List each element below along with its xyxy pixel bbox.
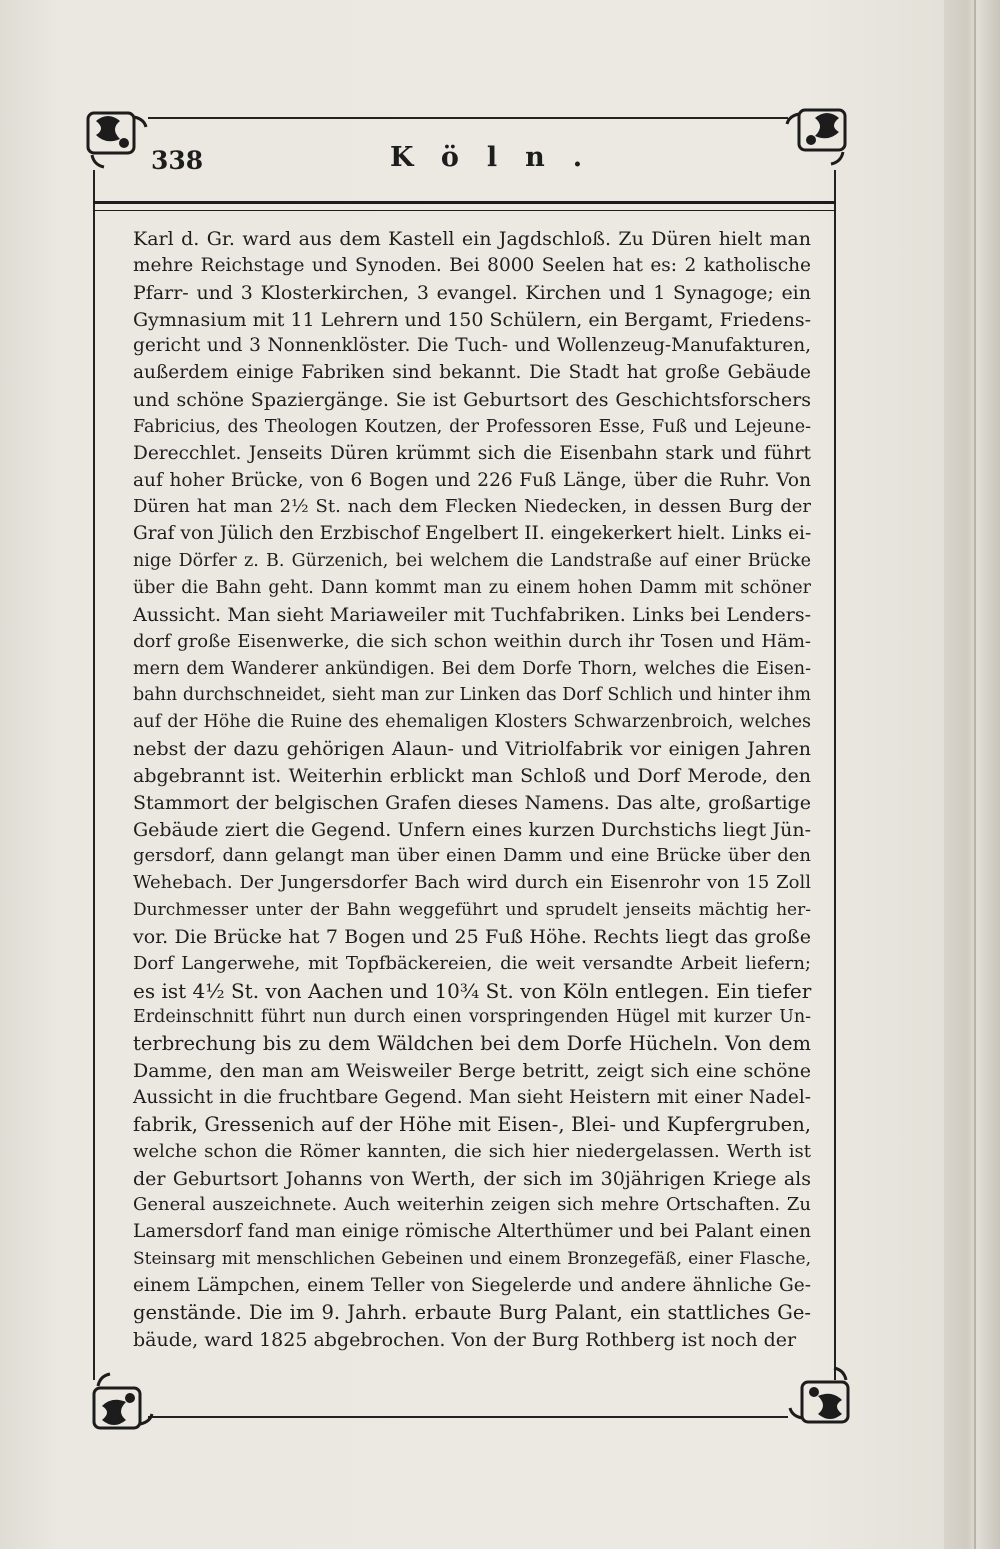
corner-ornament-top-right-icon <box>783 100 853 170</box>
text-line: einem Lämpchen, einem Teller von Siegelerde und andere ähnliche Ge- <box>133 1274 811 1296</box>
text-line: Steinsarg mit menschlichen Gebeinen und einem Bronzegefäß, einer Flasche, <box>133 1249 811 1270</box>
text-line: Graf von Jülich den Erzbischof Engelbert II. eingekerkert hielt. Links ei- <box>133 523 812 545</box>
text-line: Pfarr- und 3 Klosterkirchen, 3 evangel. Kirchen und 1 Synagoge; ein <box>133 281 811 304</box>
text-line: und schöne Spaziergänge. Sie ist Geburtsort des Geschichtsforschers <box>133 389 811 412</box>
text-line: Stammort der belgischen Grafen dieses Namens. Das alte, großartige <box>133 791 811 814</box>
text-line: terbrechung bis zu dem Wäldchen bei dem Dorfe Hücheln. Von dem <box>133 1032 811 1056</box>
text-line: Lamersdorf fand man einige römische Alterthümer und bei Palant einen <box>133 1221 811 1243</box>
text-line: Erdeinschnitt führt nun durch einen vorspringenden Hügel mit kurzer Un- <box>133 1007 811 1028</box>
text-line: Wehebach. Der Jungersdorfer Bach wird durch ein Eisenrohr von 15 Zoll <box>133 872 811 894</box>
text-line: Aussicht in die fruchtbare Gegend. Man sieht Heistern mit einer Nadel- <box>133 1087 811 1108</box>
text-line: gericht und 3 Nonnenklöster. Die Tuch- und Wollenzeug-Manufakturen, <box>133 335 811 357</box>
text-line: auf der Höhe die Ruine des ehemaligen Klosters Schwarzenbroich, welches <box>133 712 811 733</box>
text-line: Aussicht. Man sieht Mariaweiler mit Tuchfabriken. Links bei Lenders- <box>133 603 811 626</box>
text-line: der Geburtsort Johanns von Werth, der sich im 30jährigen Kriege als <box>133 1167 811 1190</box>
text-line: bahn durchschneidet, sieht man zur Linken das Dorf Schlich und hinter ihm <box>133 685 811 706</box>
frame-left-line <box>93 170 95 1380</box>
text-line: über die Bahn geht. Dann kommt man zu einem hohen Damm mit schöner <box>133 577 811 598</box>
spine-crease <box>974 0 976 1549</box>
text-line: Gebäude ziert die Gegend. Unfern eines kurzen Durchstichs liegt Jün- <box>133 818 811 841</box>
text-line: Gymnasium mit 11 Lehrern und 150 Schülern, ein Bergamt, Friedens- <box>133 308 811 331</box>
header-double-rule <box>93 201 836 211</box>
text-line: Fabricius, des Theologen Koutzen, der Professoren Esse, Fuß und Lejeune- <box>133 416 811 437</box>
text-line: nebst der dazu gehörigen Alaun- und Vitriolfabrik vor einigen Jahren <box>133 738 811 761</box>
text-line: gersdorf, dann gelangt man über einen Damm und eine Brücke über den <box>133 845 811 867</box>
text-line: genstände. Die im 9. Jahrh. erbaute Burg Palant, ein stattliches Ge- <box>133 1300 811 1324</box>
text-line: auf hoher Brücke, von 6 Bogen und 226 Fuß Länge, über die Ruhr. Von <box>133 469 811 491</box>
corner-ornament-bottom-left-icon <box>88 1368 158 1438</box>
text-line: Damme, den man am Weisweiler Berge betritt, zeigt sich eine schöne <box>133 1060 811 1083</box>
text-line: nige Dörfer z. B. Gürzenich, bei welchem die Landstraße auf einer Brücke <box>133 551 811 572</box>
text-line: Karl d. Gr. ward aus dem Kastell ein Jagdschloß. Zu Düren hielt man <box>133 228 811 250</box>
body-text <box>133 226 811 1353</box>
text-line: General auszeichnete. Auch weiterhin zeigen sich mehre Ortschaften. Zu <box>133 1194 811 1216</box>
text-line: welche schon die Römer kannten, die sich hier niedergelassen. Werth ist <box>133 1140 811 1162</box>
frame-bottom-line <box>148 1416 788 1418</box>
text-line: dorf große Eisenwerke, die sich schon weithin durch ihr Tosen und Häm- <box>133 630 811 652</box>
text-line: außerdem einige Fabriken sind bekannt. Die Stadt hat große Gebäude <box>133 362 811 384</box>
text-line: es ist 4½ St. von Aachen und 10¾ St. von Köln entlegen. Ein tiefer <box>133 978 812 1003</box>
frame-top-line <box>148 117 788 119</box>
page-number: 338 <box>151 146 204 175</box>
text-line: Düren hat man 2½ St. nach dem Flecken Niedecken, in dessen Burg der <box>133 496 811 518</box>
text-line: abgebrannt ist. Weiterhin erblickt man Schloß und Dorf Merode, den <box>133 764 811 787</box>
corner-ornament-bottom-right-icon <box>786 1362 856 1432</box>
text-line: Derecchlet. Jenseits Düren krümmt sich die Eisenbahn stark und führt <box>133 442 811 464</box>
text-line: mehre Reichstage und Synoden. Bei 8000 Seelen hat es: 2 katholische <box>133 254 811 276</box>
text-line: Dorf Langerwehe, mit Topfbäckereien, die weit versandte Arbeit liefern; <box>133 952 811 974</box>
corner-ornament-top-left-icon <box>82 103 152 173</box>
text-line: bäude, ward 1825 abgebrochen. Von der Burg Rothberg ist noch der <box>133 1328 797 1351</box>
text-line: fabrik, Gressenich auf der Höhe mit Eisen-, Blei- und Kupfergruben, <box>133 1112 811 1136</box>
text-line: vor. Die Brücke hat 7 Bogen und 25 Fuß Höhe. Rechts liegt das große <box>133 925 811 948</box>
running-title: Köln. <box>390 142 611 173</box>
text-line: mern dem Wanderer ankündigen. Bei dem Dorfe Thorn, welches die Eisen- <box>133 658 811 679</box>
text-line: Durchmesser unter der Bahn weggeführt und sprudelt jenseits mächtig her- <box>133 900 811 921</box>
book-spine <box>944 0 1000 1549</box>
frame-right-line <box>834 170 836 1380</box>
